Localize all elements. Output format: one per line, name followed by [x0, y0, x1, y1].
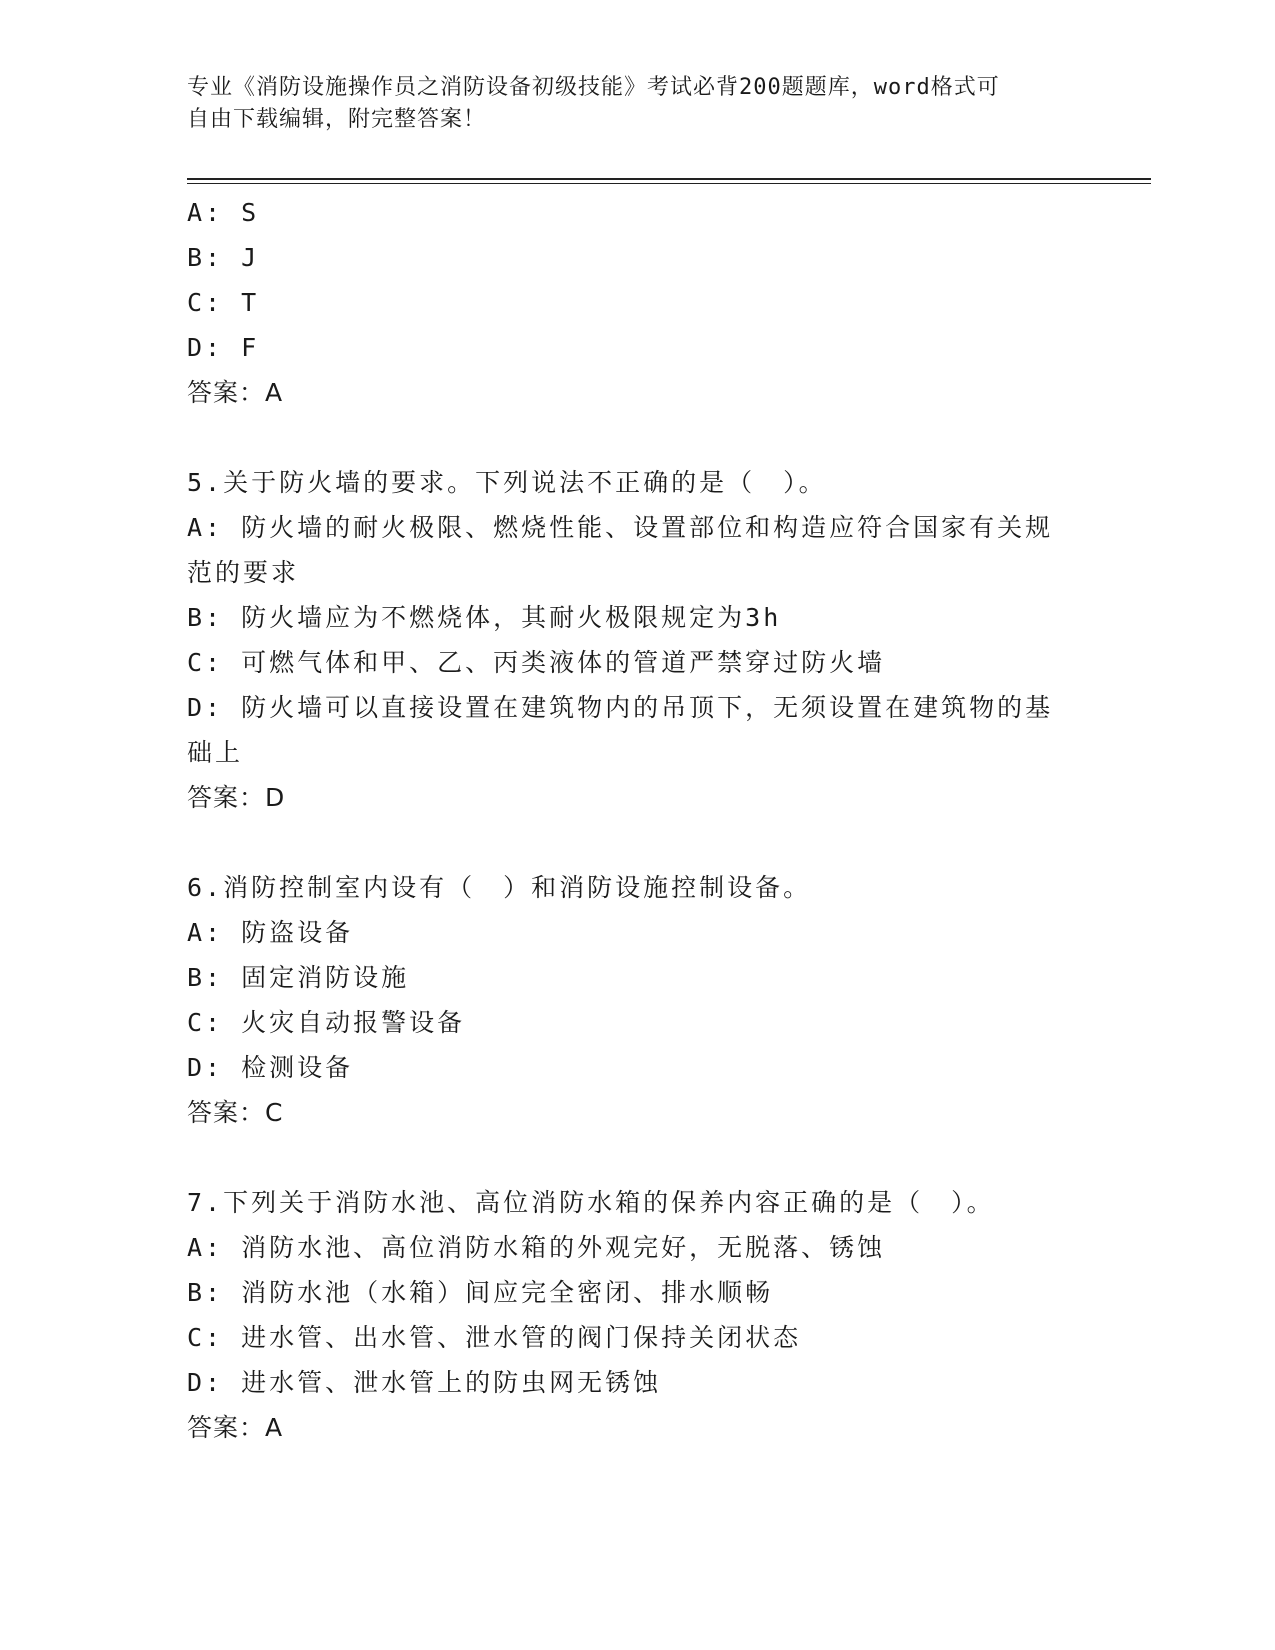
answer: 答案：C [187, 1098, 284, 1127]
option-d: D: 检测设备 [187, 1053, 354, 1082]
question-4-tail [187, 190, 1087, 415]
option-a: A: 防盗设备 [187, 918, 354, 947]
option-b: B: J [187, 243, 260, 272]
option-c: C: 进水管、出水管、泄水管的阀门保持关闭状态 [187, 1323, 802, 1352]
option-b: B: 消防水池（水箱）间应完全密闭、排水顺畅 [187, 1278, 774, 1307]
option-c: C: 火灾自动报警设备 [187, 1008, 466, 1037]
header-divider-thin [187, 183, 1151, 184]
question-6 [187, 865, 1087, 1135]
option-d: D: F [187, 333, 260, 362]
option-d: D: 进水管、泄水管上的防虫网无锈蚀 [187, 1368, 662, 1397]
answer: 答案：A [187, 378, 284, 407]
header-line-2: 自由下载编辑，附完整答案！ [187, 107, 487, 132]
question-7 [187, 1180, 1087, 1450]
option-a: A: 防火墙的耐火极限、燃烧性能、设置部位和构造应符合国家有关规范的要求 [187, 513, 1054, 587]
header-line-1: 专业《消防设施操作员之消防设备初级技能》考试必背200题题库，word格式可 [187, 75, 1000, 100]
document-header [187, 72, 1067, 136]
question-stem: 7.下列关于消防水池、高位消防水箱的保养内容正确的是（ ）。 [187, 1188, 995, 1217]
option-c: C: T [187, 288, 260, 317]
option-b: B: 固定消防设施 [187, 963, 410, 992]
option-c: C: 可燃气体和甲、乙、丙类液体的管道严禁穿过防火墙 [187, 648, 886, 677]
header-divider-thick [187, 178, 1151, 180]
question-stem: 6.消防控制室内设有（ ）和消防设施控制设备。 [187, 873, 812, 902]
answer: 答案：D [187, 783, 286, 812]
question-stem: 5.关于防火墙的要求。下列说法不正确的是（ ）。 [187, 468, 827, 497]
option-a: A: 消防水池、高位消防水箱的外观完好，无脱落、锈蚀 [187, 1233, 886, 1262]
question-5 [187, 460, 1087, 820]
option-d: D: 防火墙可以直接设置在建筑物内的吊顶下，无须设置在建筑物的基础上 [187, 693, 1054, 767]
option-b: B: 防火墙应为不燃烧体，其耐火极限规定为3h [187, 603, 782, 632]
option-a: A: S [187, 198, 260, 227]
question-list [187, 190, 1087, 1450]
answer: 答案：A [187, 1413, 284, 1442]
